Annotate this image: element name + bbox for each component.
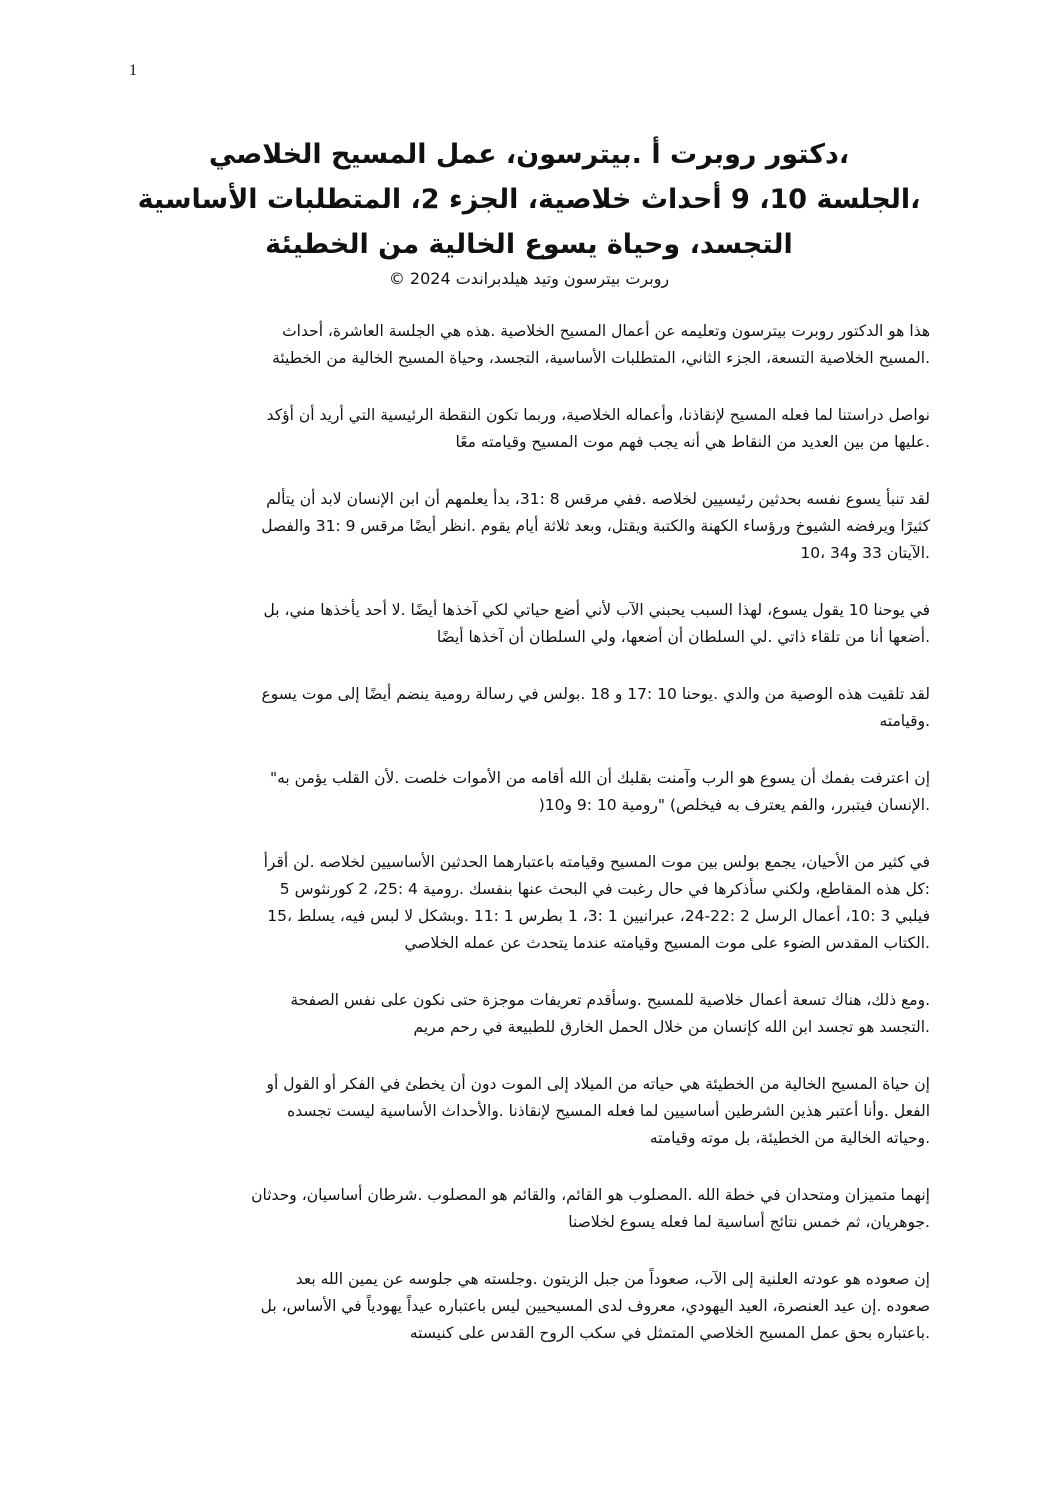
- paragraph-line: .المسيح الخلاصية التسعة، الجزء الثاني، المتطلبات الأساسية، التجسد، وحياة المسيح الخالية من الخطيئة: [272, 349, 930, 367]
- paragraph: [130, 849, 930, 957]
- paragraph: [130, 681, 930, 735]
- paragraph: [130, 1071, 930, 1152]
- title-line-3: التجسد، وحياة يسوع الخالية من الخطيئة: [265, 229, 793, 260]
- paragraph-line: .أضعها أنا من تلقاء ذاتي .لي السلطان أن أضعها، ولي السلطان أن آخذها أيضًا: [436, 628, 930, 646]
- paragraph: [130, 1182, 930, 1236]
- page-number: 1: [129, 62, 137, 79]
- paragraph-line: إن صعوده هو عودته العلنية إلى الآب، صعوداً من جبل الزيتون .وجلسته هي جلوسه عن يمين الله بعد: [295, 1270, 930, 1288]
- paragraph: [130, 987, 930, 1041]
- paragraph-line: .عليها من بين العديد من النقاط هي أنه يجب فهم موت المسيح وقيامته معًا: [455, 433, 930, 451]
- paragraph-line: هذا هو الدكتور روبرت بيترسون وتعليمه عن أعمال المسيح الخلاصية .هذه هي الجلسة العاشرة، أحداث: [282, 322, 930, 340]
- paragraph: [130, 765, 930, 819]
- paragraph-line: كثيرًا ويرفضه الشيوخ ورؤساء الكهنة والكتبة ويقتل، وبعد ثلاثة أيام يقوم .انظر أيضًا مرقس 9 :31 والفصل: [261, 517, 930, 535]
- paragraph-line: فيلبي 3 :10، أعمال الرسل 2 :22-24، عبرانيين 1 :3، 1 بطرس 1 :11 .وبشكل لا لبس فيه، يسلط ،15: [267, 907, 930, 925]
- paragraph-line: .جوهريان، ثم خمس نتائج أساسية لما فعله يسوع لخلاصنا: [568, 1213, 930, 1231]
- paragraph-line: .وحياته الخالية من الخطيئة، بل موته وقيامته: [649, 1129, 930, 1147]
- copyright-line: روبرت بيترسون وتيد هيلدبراندت 2024 ©: [388, 269, 670, 288]
- paragraph-line: إن حياة المسيح الخالية من الخطيئة هي حياته من الميلاد إلى الموت دون أن يخطئ في الفكر أو القول أو: [266, 1075, 930, 1093]
- paragraph-line: صعوده .إن عيد العنصرة، العيد اليهودي، معروف لدى المسيحيين ليس باعتباره عيداً يهودياً في الأساس، بل: [260, 1297, 930, 1315]
- paragraph-line: إنهما متميزان ومتحدان في خطة الله .المصلوب هو القائم، والقائم هو المصلوب .شرطان أساسيان، وحدثان: [251, 1186, 930, 1204]
- paragraph: [130, 486, 930, 567]
- title-line-1: ،دكتور روبرت أ .بيترسون، عمل المسيح الخلاصي: [208, 139, 850, 170]
- paragraph-line: في كثير من الأحيان، يجمع بولس بين موت المسيح وقيامته باعتبارهما الحدثين الأساسيين لخلاصه .لن أقرأ: [263, 853, 930, 871]
- paragraph: [130, 1266, 930, 1347]
- document-body: [130, 318, 930, 1377]
- paragraph-line: .الآيتان 33 و34 ،10: [800, 544, 930, 562]
- paragraph: [130, 318, 930, 372]
- paragraph-line: .الكتاب المقدس الضوء على موت المسيح وقيامته عندما يتحدث عن عمله الخلاصي: [404, 934, 930, 952]
- paragraph-line: :كل هذه المقاطع، ولكني سأذكرها في حال رغبت في البحث عنها بنفسك .رومية 4 :25، 2 كورنثوس 5: [279, 880, 930, 898]
- paragraph-line: في يوحنا 10 يقول يسوع، لهذا السبب يحبني الآب لأني أضع حياتي لكي آخذها أيضًا .لا أحد يأخذها مني، بل: [263, 601, 930, 619]
- paragraph-line: .الإنسان فيتبرر، والفم يعترف به فيخلص) "رومية 10 :9 و10(: [538, 796, 930, 814]
- title-line-2: ،الجلسة 10، 9 أحداث خلاصية، الجزء 2، المتطلبات الأساسية: [137, 184, 921, 215]
- paragraph-line: .وقيامته: [879, 712, 930, 730]
- paragraph: [130, 402, 930, 456]
- paragraph-line: .باعتباره بحق عمل المسيح الخلاصي المتمثل في سكب الروح القدس على كنيسته: [409, 1324, 930, 1342]
- paragraph-line: الفعل .وأنا أعتبر هذين الشرطين أساسيين لما فعله المسيح لإنقاذنا .والأحداث الأساسية ليست تجسده: [287, 1102, 930, 1120]
- paragraph: [130, 597, 930, 651]
- paragraph-line: نواصل دراستنا لما فعله المسيح لإنقاذنا، وأعماله الخلاصية، وربما تكون النقطة الرئيسية التي أريد أن أؤكد: [266, 406, 930, 424]
- paragraph-line: .ومع ذلك، هناك تسعة أعمال خلاصية للمسيح .وسأقدم تعريفات موجزة حتى نكون على نفس الصفحة: [290, 991, 930, 1009]
- title-block: [110, 132, 948, 291]
- paragraph-line: لقد تلقيت هذه الوصية من والدي .يوحنا 10 :17 و 18 .بولس في رسالة رومية ينضم أيضًا إلى موت يسوع: [261, 685, 930, 703]
- paragraph-line: إن اعترفت بفمك أن يسوع هو الرب وآمنت بقلبك أن الله أقامه من الأموات خلصت .لأن القلب يؤمن به": [269, 769, 930, 787]
- paragraph-line: .التجسد هو تجسد ابن الله كإنسان من خلال الحمل الخارق للطبيعة في رحم مريم: [413, 1018, 930, 1036]
- paragraph-line: لقد تنبأ يسوع نفسه بحدثين رئيسيين لخلاصه .ففي مرقس 8 :31، بدأ يعلمهم أن ابن الإنسان لابد أن يتألم: [266, 490, 930, 508]
